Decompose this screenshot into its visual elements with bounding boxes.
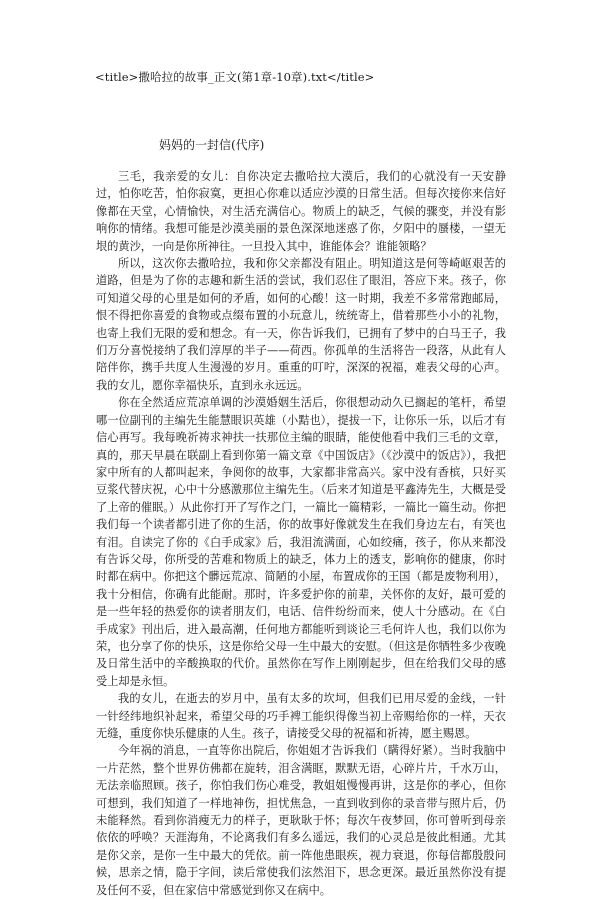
paragraph: 三毛，我亲爱的女儿：自你决定去撒哈拉大漠后，我们的心就没有一天安静过，怕你吃苦，怕你寂寞，更担心你难以适应沙漠的日常生活。但每次接你来信好像都在天堂，心情愉快，对生活充满信心。物质上的缺乏，气候的骤变，并没有影响你的情绪。我想可能是沙漠美丽的景色深深地迷惑了你，夕阳中的蜃楼，一望无垠的黄沙，一向是你所神往。一旦投入其中，谁能体会？谁能领略？ (96, 170, 506, 253)
paragraph: 今年祸的消息，一直等你出院后，你姐姐才告诉我们（瞒得好紧）。当时我脑中一片茫然，整个世界仿佛都在旋转，泪含满眶，默默无语，心碎片片，千水万山，无法亲临照顾。孩子，你怕我们伤心难受，教姐姐慢慢再讲，这是你的孝心，但你可想到，我们知道了一样地神伤，担忧焦急，一直到收到你的录音带与照片后，仍未能释然。看到你消瘦无力的样子，更耿耿于怀；每次午夜梦回，你可曾听到母亲依依的呼唤？天涯海角，不论离我们有多么遥远，我们的心灵总是彼此相通。尤其是你父亲，是你一生中最大的凭依。前一阵他患眼疾，视力衰退，你每信都殷殷问候，思亲之情，隐于字间，读后常使我们泫然泪下，思念更深。最近虽然你没有提及任何不妥，但在家信中常感觉到你又在病中。 (96, 744, 506, 897)
document-raw-title: <title>撒哈拉的故事_正文(第1章-10章).txt</title> (95, 70, 375, 84)
letter-body (96, 168, 506, 899)
paragraph: 我的女儿，在逝去的岁月中，虽有太多的坎坷，但我们已用尽爱的金线，一针一针经纬地织补起来，希望父母的巧手裨工能织得像当初上帝赐给你的一样，天衣无缝，重度你快乐健康的人生。孩子，请接受父母的祝福和祈祷，愿主赐恩。 (96, 692, 506, 740)
paragraph: 你在全然适应荒凉单调的沙漠婚姻生活后，你很想动动久已搁起的笔杆，希望哪一位副刊的主编先生能慧眼识英雄（小黠也），提拔一下，让你乐一乐，以后才有信心再写。我每晚祈祷求神扶一扶那位主编的眼睛，能使他看中我们三毛的文章，真的，那天早晨在联副上看到你第一篇文章《中国饭店》（《沙漠中的饭店》），我把家中所有的人都叫起来，争阅你的故事，大家都非常高兴。家中没有香槟，只好买豆浆代替庆祝，心中十分感激那位主编先生。（后来才知道是平鑫涛先生，大概是受了上帝的催眠。）从此你打开了写作之门，一篇比一篇精彩，一篇比一篇生动。你把我们每一个读者都引进了你的生活，你的故事好像就发生在我们身边左右，有笑也有泪。自读完了你的《白手成家》后，我泪流满面，心如绞痛，孩子，你从来都没有告诉父母，你所受的苦难和物质上的缺乏，体力上的透支，影响你的健康，你时时都在病中。你把这个髒远荒凉、简陋的小屋，布置成你的王国（都是废物利用），我十分相信，你确有此能耐。那时，许多爱护你的前辈，关怀你的友好，最可爱的是一些年轻的热爱你的读者朋友们，电话、信件纷纷而来，使人十分感动。在《白手成家》刊出后，进入最高潮，任何地方都能听到谈论三毛何许人也，我们以你为荣，也分享了你的快乐，这是你给父母一生中最大的安慰。（但这是你牺牲多少夜晚及日常生活中的辛酸换取的代价。虽然你在写作上刚刚起步，但在给我们父母的感受上却是永恒。 (96, 396, 506, 688)
paragraph: 所以，这次你去撒哈拉，我和你父亲都没有阻止。明知道这是何等崎岖艰苦的道路，但是为了你的志趣和新生活的尝试，我们忍住了眼泪，答应下来。孩子，你可知道父母的心里是如何的矛盾，如何的心酸！这一时期，我差不多常常跑邮局，恨不得把你喜爱的食物或点缀布置的小玩意儿，统统寄上，借着那些小小的礼物，也寄上我们无限的爱和想念。有一天，你告诉我们，已拥有了梦中的白马王子，我们万分喜悦接纳了我们淳厚的半子——荷西。你孤单的生活将告一段落，从此有人陪伴你，携手共度人生漫漫的岁月。重重的叮咛，深深的祝福，难表父母的心声。我的女儿，愿你幸福快乐，直到永永远远。 (96, 257, 506, 392)
chapter-title: 妈妈的一封信(代序) (159, 138, 265, 152)
